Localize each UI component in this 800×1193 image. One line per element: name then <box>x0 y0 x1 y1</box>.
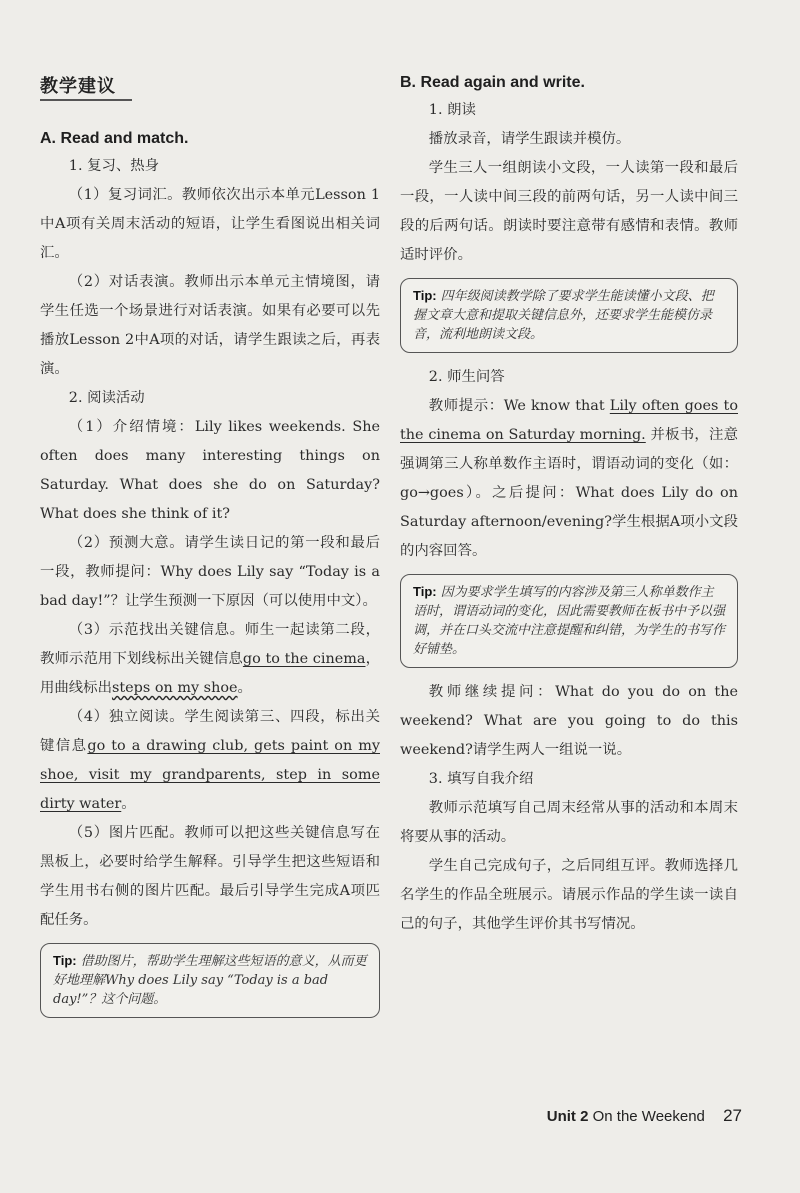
paragraph: 学生自己完成句子，之后同组互评。教师选择几名学生的作品全班展示。请展示作品的学生读一读自己的句子，其他学生评价其书写情况。 <box>400 858 738 932</box>
paragraph: 2. 阅读活动 <box>68 390 145 406</box>
tip-text: 借助图片，帮助学生理解这些短语的意义，从而更好地理解Why does Lily say “Today is a bad day!”？这个问题。 <box>53 954 367 1007</box>
tip-box <box>40 943 380 1018</box>
tip-label: Tip: <box>53 953 77 968</box>
key-info-underlined: go to the cinema <box>242 651 366 667</box>
section-title: 教学建议 <box>40 76 116 97</box>
paragraph: 3. 填写自我介绍 <box>428 771 534 787</box>
text-run: ，用曲线标出 <box>40 651 380 696</box>
tip-text: 因为要求学生填写的内容涉及第三人称单数作主语时，谓语动词的变化，因此需要教师在板书中予以强调，并在口头交流中注意提醒和纠错，为学生的书写作好铺垫。 <box>413 585 726 657</box>
paragraph: 播放录音，请学生跟读并模仿。 <box>428 131 631 147</box>
text-run: （4）独立阅读。学生阅读第三、四段，标出关键信息 <box>40 709 380 754</box>
paragraph: （5）图片匹配。教师可以把这些关键信息写在黑板上，必要时给学生解释。引导学生把这些短语和学生用书右侧的图片匹配。最后引导学生完成A项匹配任务。 <box>40 825 380 928</box>
key-info-wavy: steps on my shoe <box>111 680 238 696</box>
page-footer <box>547 1106 742 1126</box>
paragraph-teacher-prompt <box>400 392 738 566</box>
text-run: 教师提示：We know that <box>428 398 610 414</box>
paragraph: 教师继续提问：What do you do on the weekend? What are you going to do this weekend?请学生两人一组说一说。 <box>400 684 738 758</box>
text-run: （3）示范找出关键信息。师生一起读第二段，教师示范用下划线标出关键信息 <box>40 622 380 667</box>
page-number: 27 <box>723 1106 742 1125</box>
heading-b: B. Read again and write. <box>400 74 585 91</box>
text-run: 。 <box>121 796 136 812</box>
paragraph: （1）介绍情境：Lily likes weekends. She often does many interesting things on Saturday. What does she do on Saturday? What does she think of it? <box>40 419 380 522</box>
right-content <box>400 74 738 939</box>
paragraph-independent-reading <box>40 703 380 819</box>
heading-a: A. Read and match. <box>40 130 189 147</box>
paragraph-key-info-demo <box>40 616 380 703</box>
key-sentence-underlined: Lily often goes to the cinema on Saturday morning. <box>400 398 738 443</box>
tip-text: 四年级阅读教学除了要求学生能读懂小文段、把握文章大意和提取关键信息外，还要求学生能模仿录音，流利地朗读文段。 <box>413 289 714 342</box>
key-info-underlined: go to a drawing club, gets paint on my shoe, visit my grandparents, step in some dirty water <box>40 738 380 812</box>
unit-title: On the Weekend <box>592 1108 705 1125</box>
paragraph: 1. 朗读 <box>428 102 476 118</box>
paragraph: 学生三人一组朗读小文段，一人读第一段和最后一段，一人读中间三段的前两句话，另一人读中间三段的后两句话。朗读时要注意带有感情和表情。教师适时评价。 <box>400 160 738 263</box>
paragraph: （2）预测大意。请学生读日记的第一段和最后一段，教师提问：Why does Lily say “Today is a bad day!”？让学生预测一下原因（可以使用中文）。 <box>40 535 380 609</box>
paragraph: 2. 师生问答 <box>428 369 505 385</box>
paragraph: （1）复习词汇。教师依次出示本单元Lesson 1中A项有关周末活动的短语，让学生看图说出相关词汇。 <box>40 187 380 261</box>
tip-box <box>400 278 738 353</box>
paragraph: （2）对话表演。教师出示本单元主情境图，请学生任选一个场景进行对话表演。如果有必要可以先播放Lesson 2中A项的对话，请学生跟读之后，再表演。 <box>40 274 380 377</box>
tip-box <box>400 574 738 668</box>
tip-label: Tip: <box>413 584 437 599</box>
paragraph: 1. 复习、热身 <box>68 158 160 174</box>
tip-label: Tip: <box>413 288 437 303</box>
title-underline <box>40 99 132 101</box>
paragraph: 教师示范填写自己周末经常从事的活动和本周末将要从事的活动。 <box>400 800 738 845</box>
text-run: 并板书，注意强调第三人称单数作主语时，谓语动词的变化（如：go→goes）。之后提问：What does Lily do on Saturday afternoon/evening?学生根据A项小文段的内容回答。 <box>400 427 739 559</box>
left-content <box>40 130 380 1028</box>
text-run: 。 <box>237 680 252 696</box>
unit-label: Unit 2 <box>546 1108 589 1125</box>
